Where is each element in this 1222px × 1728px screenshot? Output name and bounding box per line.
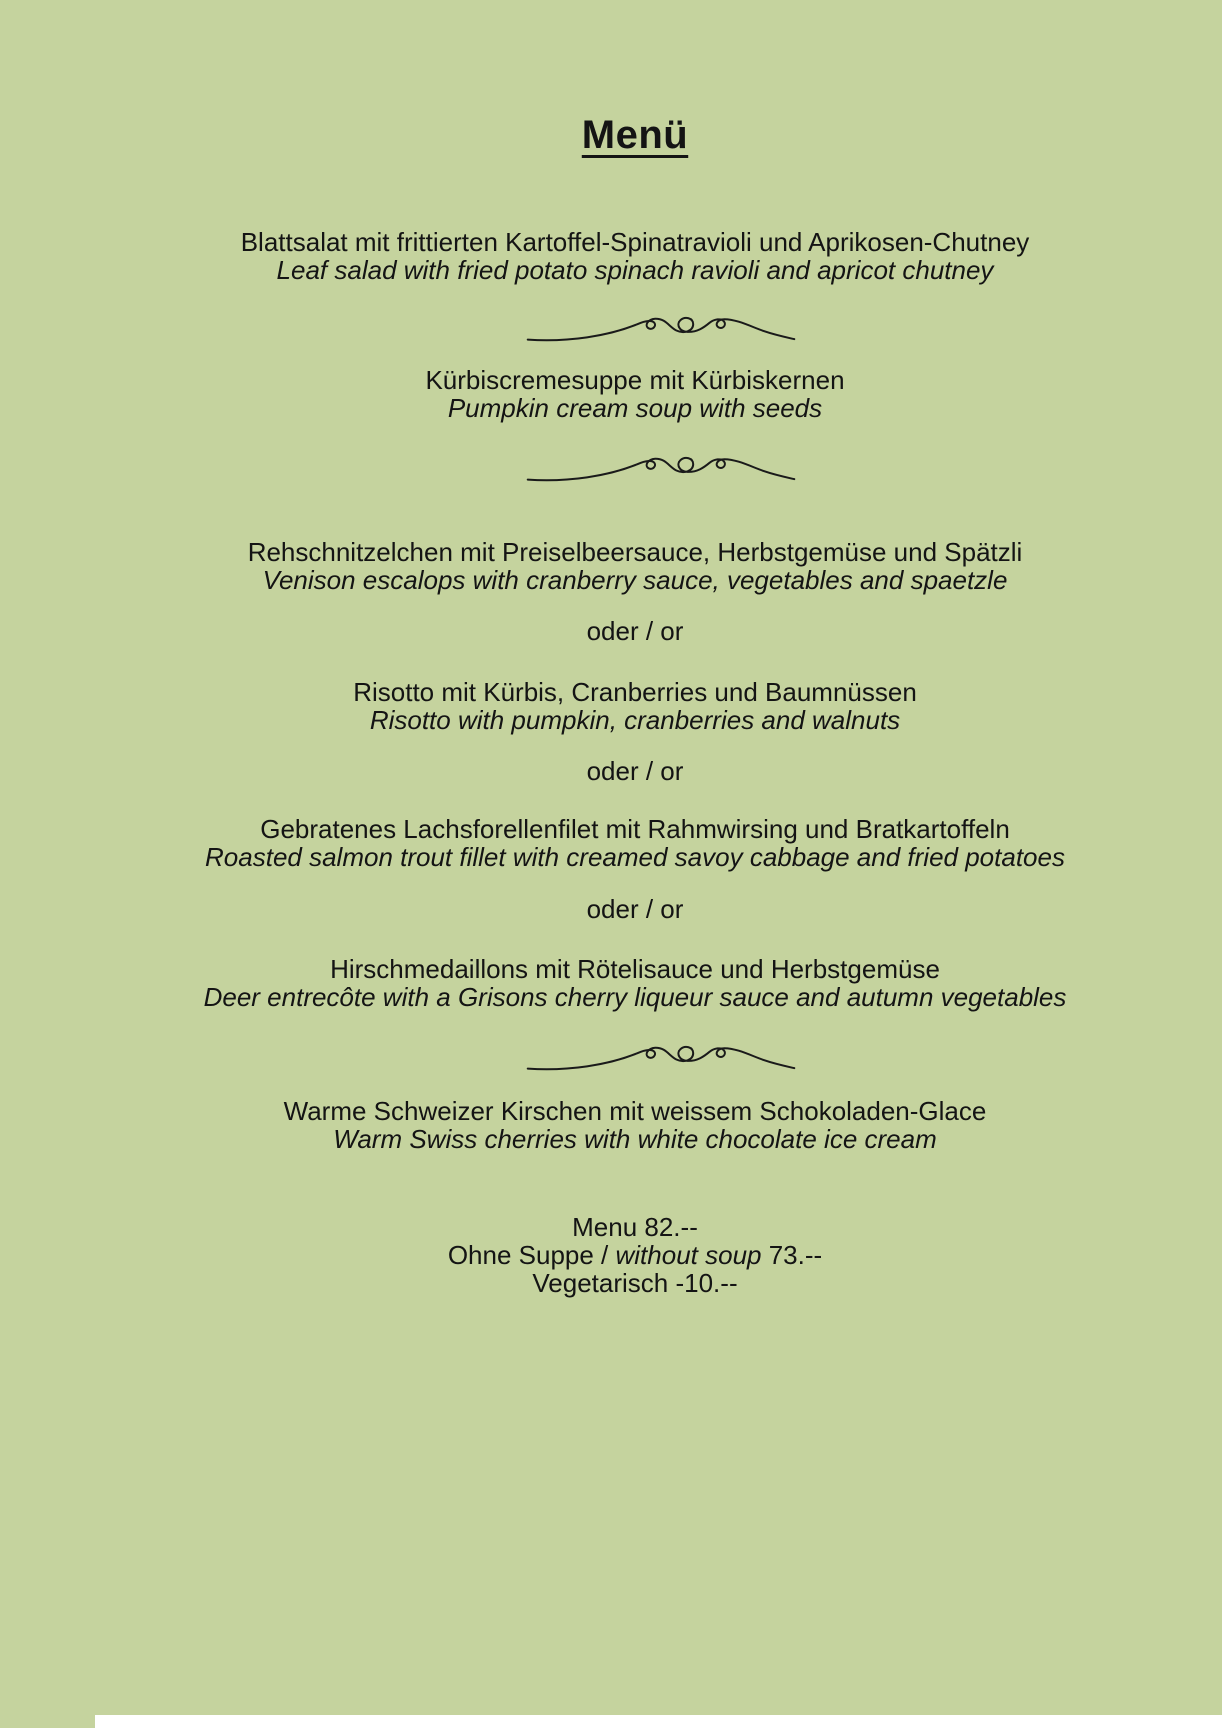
flourish-divider-icon: [74, 446, 1222, 486]
flourish-divider-icon: [74, 306, 1222, 346]
course-name-de: Hirschmedaillons mit Rötelisauce und Herbstgemüse: [330, 954, 940, 984]
course-name-en: Leaf salad with fried potato spinach ravioli and apricot chutney: [276, 255, 994, 285]
course-soup: [48, 366, 1222, 422]
course-name-de: Risotto mit Kürbis, Cranberries und Baumnüssen: [353, 677, 917, 707]
course-main-deer: [48, 955, 1222, 1011]
price-without-soup-en: without soup: [615, 1240, 762, 1270]
price-without-soup: [48, 1241, 1222, 1269]
pricing-block: [48, 1213, 1222, 1297]
page-title: Menü: [581, 113, 689, 157]
course-starter: [48, 228, 1222, 284]
course-name-de: Kürbiscremesuppe mit Kürbiskernen: [425, 365, 845, 395]
course-name-en: Roasted salmon trout fillet with creamed savoy cabbage and fried potatoes: [205, 842, 1065, 872]
price-without-soup-amount: 73.--: [761, 1240, 823, 1270]
course-name-en: Warm Swiss cherries with white chocolate ice cream: [333, 1124, 937, 1154]
course-name-de: Blattsalat mit frittierten Kartoffel-Spinatravioli und Aprikosen-Chutney: [240, 227, 1030, 257]
or-separator: oder / or: [586, 894, 684, 924]
course-name-en: Risotto with pumpkin, cranberries and walnuts: [369, 705, 901, 735]
price-vegetarian: Vegetarisch -10.--: [532, 1268, 738, 1298]
price-menu: Menu 82.--: [572, 1212, 698, 1242]
course-dessert: [48, 1097, 1222, 1153]
or-separator: oder / or: [586, 616, 684, 646]
course-name-en: Venison escalops with cranberry sauce, vegetables and spaetzle: [262, 565, 1008, 595]
course-main-venison: [48, 538, 1222, 594]
course-main-salmon: [48, 815, 1222, 871]
course-name-en: Deer entrecôte with a Grisons cherry liqueur sauce and autumn vegetables: [203, 982, 1067, 1012]
scan-edge-artifact: [95, 1715, 1222, 1728]
price-without-soup-de: Ohne Suppe /: [447, 1240, 616, 1270]
course-main-risotto: [48, 678, 1222, 734]
or-separator: oder / or: [586, 756, 684, 786]
course-name-de: Gebratenes Lachsforellenfilet mit Rahmwirsing und Bratkartoffeln: [260, 814, 1010, 844]
course-name-en: Pumpkin cream soup with seeds: [447, 393, 823, 423]
flourish-divider-icon: [74, 1035, 1222, 1075]
course-name-de: Rehschnitzelchen mit Preiselbeersauce, Herbstgemüse und Spätzli: [247, 537, 1023, 567]
course-name-de: Warme Schweizer Kirschen mit weissem Schokoladen-Glace: [283, 1096, 987, 1126]
